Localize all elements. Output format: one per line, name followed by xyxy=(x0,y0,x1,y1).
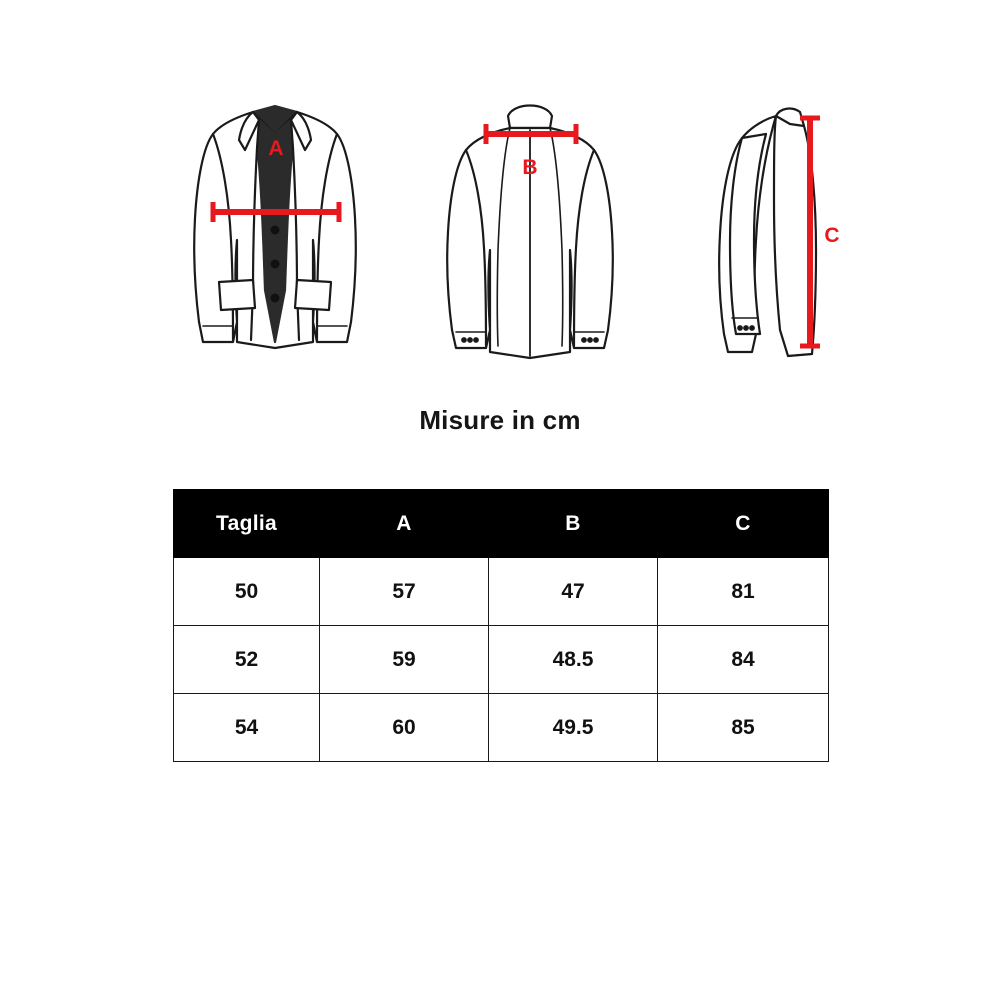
column-header-c: C xyxy=(658,490,829,558)
size-table-wrapper xyxy=(173,489,828,762)
column-header-size: Taglia xyxy=(174,490,320,558)
cell-b: 48.5 xyxy=(489,626,658,694)
table-row xyxy=(174,626,829,694)
column-header-b: B xyxy=(489,490,658,558)
cell-b: 47 xyxy=(489,558,658,626)
page-title: Misure in cm xyxy=(419,405,581,435)
label-a: A xyxy=(268,137,284,160)
jacket-back-view xyxy=(430,90,630,385)
table-row xyxy=(174,694,829,762)
cell-c: 84 xyxy=(658,626,829,694)
illustration-row xyxy=(0,90,1000,380)
cell-a: 60 xyxy=(320,694,489,762)
size-table xyxy=(173,489,829,762)
cell-size: 52 xyxy=(174,626,320,694)
cell-c: 85 xyxy=(658,694,829,762)
cell-a: 57 xyxy=(320,558,489,626)
cell-b: 49.5 xyxy=(489,694,658,762)
cell-size: 54 xyxy=(174,694,320,762)
label-c: C xyxy=(824,224,840,247)
table-header-row xyxy=(174,490,829,558)
cell-c: 81 xyxy=(658,558,829,626)
cell-a: 59 xyxy=(320,626,489,694)
jacket-side-view xyxy=(680,90,880,385)
label-b: B xyxy=(522,156,538,179)
table-row xyxy=(174,558,829,626)
column-header-a: A xyxy=(320,490,489,558)
jacket-front-view xyxy=(175,90,375,385)
cell-size: 50 xyxy=(174,558,320,626)
